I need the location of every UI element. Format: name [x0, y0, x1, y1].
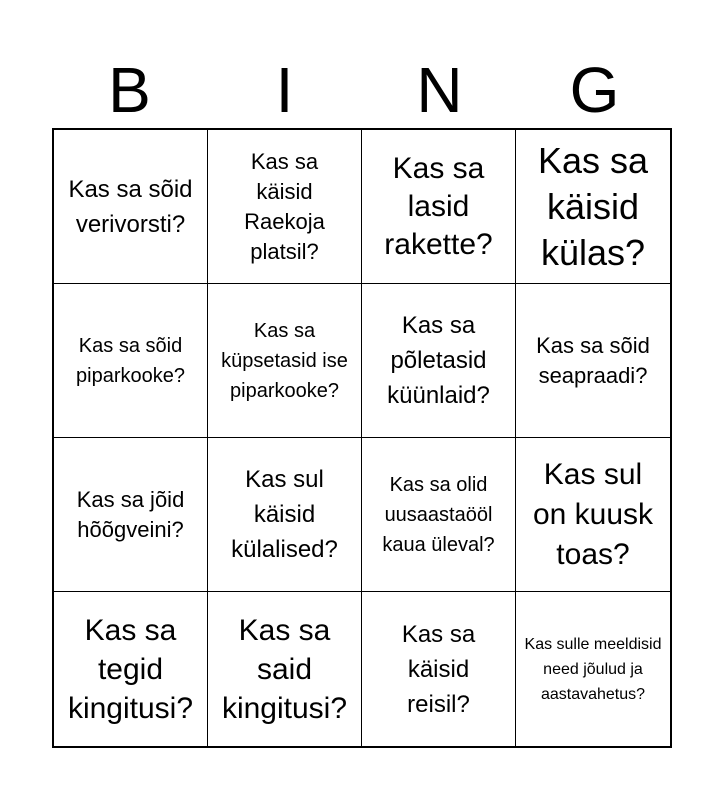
- bingo-cell[interactable]: [516, 130, 670, 284]
- header-letter-n: N: [416, 54, 463, 126]
- bingo-cell[interactable]: [362, 438, 516, 592]
- bingo-cell-text: Kas sa käisid reisil?: [401, 620, 476, 718]
- bingo-cell-text: Kas sa küpsetasid ise piparkooke?: [221, 319, 348, 402]
- header-letter-g: G: [569, 54, 620, 126]
- bingo-cell-text: Kas sa tegid kingitusi?: [67, 613, 194, 725]
- bingo-cell[interactable]: [54, 438, 208, 592]
- bingo-cell-text: Kas sa said kingitusi?: [221, 613, 348, 725]
- bingo-cell[interactable]: [362, 130, 516, 284]
- bingo-cell-text: Kas sul käisid külalised?: [231, 466, 338, 563]
- bingo-cell-text: Kas sa olid uusaastaööl kaua üleval?: [382, 473, 495, 556]
- bingo-cell[interactable]: [362, 284, 516, 438]
- bingo-cell-text: Kas sa lasid rakette?: [384, 151, 493, 261]
- bingo-cell-text: Kas sa sõid verivorsti?: [68, 175, 193, 238]
- bingo-cell[interactable]: [208, 284, 362, 438]
- bingo-cell[interactable]: [208, 438, 362, 592]
- header-letter-i: I: [275, 54, 294, 126]
- bingo-cell-text: Kas sa käisid külas?: [537, 139, 649, 273]
- bingo-cell-text: Kas sulle meeldisid need jõulud ja aastavahetus?: [524, 635, 662, 703]
- bingo-cell-text: Kas sa käisid Raekoja platsil?: [244, 148, 325, 264]
- bingo-cell[interactable]: [208, 130, 362, 284]
- bingo-cell[interactable]: [54, 284, 208, 438]
- bingo-cell-text: Kas sul on kuusk toas?: [532, 457, 654, 571]
- bingo-cell[interactable]: [516, 592, 670, 746]
- bingo-cell[interactable]: [362, 592, 516, 746]
- bingo-cell[interactable]: [516, 438, 670, 592]
- bingo-header: [52, 52, 672, 128]
- bingo-cell[interactable]: [54, 130, 208, 284]
- bingo-cell[interactable]: [208, 592, 362, 746]
- bingo-cell-text: Kas sa sõid piparkooke?: [76, 334, 185, 387]
- bingo-cell-text: Kas sa põletasid küünlaid?: [387, 312, 490, 409]
- header-letter-b: B: [108, 54, 151, 126]
- bingo-cell-text: Kas sa sõid seapraadi?: [536, 332, 650, 388]
- bingo-board: [52, 128, 672, 748]
- bingo-cell-text: Kas sa jõid hõõgveini?: [76, 486, 185, 542]
- bingo-cell[interactable]: [516, 284, 670, 438]
- bingo-cell[interactable]: [54, 592, 208, 746]
